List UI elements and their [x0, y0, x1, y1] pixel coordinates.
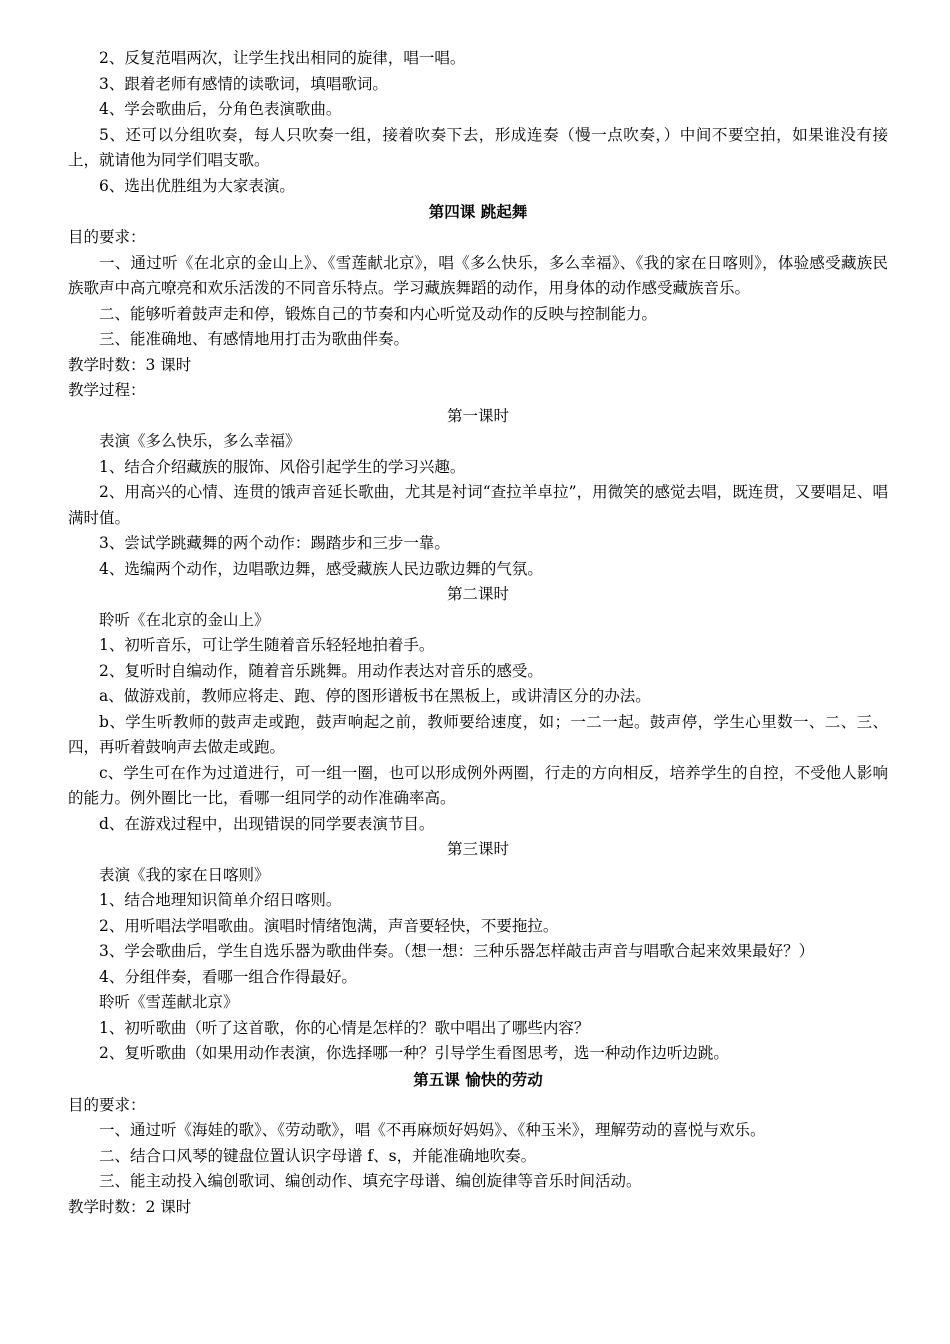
paragraph: 2、复听时自编动作，随着音乐跳舞。用动作表达对音乐的感受。: [99, 661, 543, 680]
paragraph: 1、初听歌曲（听了这首歌，你的心情是怎样的？歌中唱出了哪些内容？: [99, 1018, 590, 1037]
paragraph: c、学生可在作为过道进行，可一组一圈，也可以形成例外两圈，行走的方向相反，培养学生的自控，不受他人影响的能力。例外圈比一比，看哪一组同学的动作准确率高。: [68, 763, 888, 807]
paragraph: 4、分组伴奏，看哪一组合作得最好。: [99, 967, 357, 986]
paragraph: 4、选编两个动作，边唱歌边舞，感受藏族人民边歌边舞的气氛。: [99, 559, 543, 578]
paragraph: 聆听《雪莲献北京》: [99, 993, 239, 1011]
lesson-heading: 第四课 跳起舞: [428, 203, 528, 221]
paragraph: 5、还可以分组吹奏，每人只吹奏一组，接着吹奏下去，形成连奏（慢一点吹奏，）中间不要空拍，如果谁没有接上，就请他为同学们唱支歌。: [68, 125, 888, 169]
paragraph: 2、反复范唱两次，让学生找出相同的旋律，唱一唱。: [99, 49, 466, 67]
paragraph: 目的要求：: [68, 1095, 146, 1114]
paragraph: 教学时数：3 课时: [68, 355, 192, 374]
document-page: [68, 46, 888, 1220]
paragraph: 2、复听歌曲（如果用动作表演，你选择哪一种？引导学生看图思考，选一种动作边听边跳。: [99, 1044, 729, 1062]
paragraph: 一、通过听《海娃的歌》、《劳动歌》，唱《不再麻烦好妈妈》、《种玉米》，理解劳动的喜悦与欢乐。: [99, 1121, 766, 1139]
paragraph: 2、用高兴的心情、连贯的饿声音延长歌曲，尤其是衬词“查拉羊卓拉”，用微笑的感觉去唱，既连贯，又要唱足、唱满时值。: [68, 483, 888, 527]
paragraph: 表演《多么快乐，多么幸福》: [99, 432, 301, 450]
paragraph: 4、学会歌曲后，分角色表演歌曲。: [99, 100, 342, 118]
paragraph: 3、尝试学跳藏舞的两个动作：踢踏步和三步一靠。: [99, 534, 450, 552]
paragraph: 教学过程：: [68, 381, 146, 399]
paragraph: 三、能主动投入编创歌词、编创动作、填充字母谱、编创旋律等音乐时间活动。: [99, 1172, 642, 1190]
paragraph: 三、能准确地、有感情地用打击为歌曲伴奏。: [99, 330, 410, 348]
paragraph: 3、学会歌曲后，学生自选乐器为歌曲伴奏。（想一想：三种乐器怎样敲击声音与唱歌合起来效果最好？）: [99, 942, 815, 960]
paragraph: 1、结合介绍藏族的服饰、风俗引起学生的学习兴趣。: [99, 457, 466, 476]
paragraph: 一、通过听《在北京的金山上》、《雪莲献北京》，唱《多么快乐，多么幸福》、《我的家在日喀则》，体验感受藏族民族歌声中高亢嘹亮和欢乐活泼的不同音乐特点。学习藏族舞蹈的动作，用身体的动作感受藏族音乐。: [68, 253, 888, 297]
paragraph: 目的要求：: [68, 228, 146, 246]
lesson-period-title: 第一课时: [446, 406, 509, 425]
paragraph: 6、选出优胜组为大家表演。: [99, 176, 295, 195]
paragraph: a、做游戏前，教师应将走、跑、停的图形谱板书在黑板上，或讲清区分的办法。: [99, 687, 651, 705]
paragraph: 1、结合地理知识简单介绍日喀则。: [99, 891, 342, 909]
paragraph: b、学生听教师的鼓声走或跑，鼓声响起之前，教师要给速度，如；一二一起。鼓声停，学生心里数一、二、三、四，再听着鼓响声去做走或跑。: [68, 712, 888, 756]
paragraph: 二、结合口风琴的键盘位置认识字母谱 f、s，并能准确地吹奏。: [99, 1146, 537, 1165]
paragraph: 表演《我的家在日喀则》: [99, 865, 270, 884]
lesson-period-title: 第三课时: [446, 840, 509, 858]
paragraph: 教学时数：2 课时: [68, 1197, 192, 1216]
paragraph: 2、用听唱法学唱歌曲。演唱时情绪饱满，声音要轻快，不要拖拉。: [99, 916, 559, 935]
lesson-heading: 第五课 愉快的劳动: [413, 1070, 543, 1089]
lesson-period-title: 第二课时: [446, 585, 509, 603]
paragraph: 聆听《在北京的金山上》: [99, 610, 270, 629]
paragraph: 3、跟着老师有感情的读歌词，填唱歌词。: [99, 74, 388, 93]
paragraph: 1、初听音乐，可让学生随着音乐轻轻地拍着手。: [99, 636, 435, 654]
paragraph: 二、能够听着鼓声走和停，锻炼自己的节奏和内心听觉及动作的反映与控制能力。: [99, 304, 658, 323]
paragraph: d、在游戏过程中，出现错误的同学要表演节目。: [99, 814, 435, 833]
